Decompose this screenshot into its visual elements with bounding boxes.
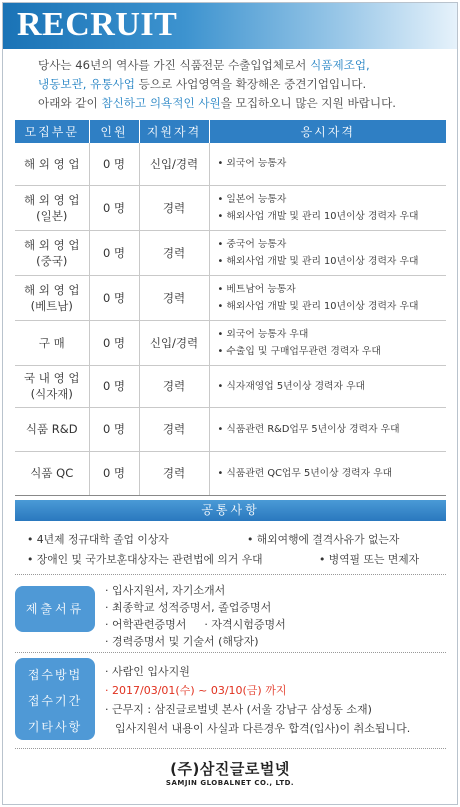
dept-sub: (베트남) — [30, 298, 73, 313]
qualification-type: 신입/경력 — [139, 320, 209, 365]
recruit-table — [15, 120, 446, 496]
apply-period: · 2017/03/01(수) ~ 03/10(금) 까지 — [105, 681, 410, 700]
intro-highlight-2: 냉동보관, 유통사업 — [38, 77, 135, 91]
headcount: 0 명 — [89, 320, 139, 365]
method-label: 접수방법 — [27, 668, 83, 682]
dept-name: 해 외 영 업 — [24, 156, 80, 171]
intro-text — [38, 56, 443, 113]
intro-line1: 당사는 46년의 역사를 가진 식품전문 수출입업체로서 — [38, 58, 311, 72]
period-label: 접수기간 — [27, 694, 83, 708]
etc-notice: 입사지원서 내용이 사실과 다른경우 합격(입사)이 취소됩니다. — [115, 722, 411, 735]
requirement: • 베트남어 능통자 — [218, 281, 447, 298]
requirement: • 해외사업 개발 및 관리 10년이상 경력자 우대 — [218, 253, 447, 270]
common-item: • 해외여행에 결격사유가 없는자 — [247, 532, 400, 546]
dept-name: 해 외 영 업 — [24, 282, 80, 297]
dept-name: 식품 R&D — [25, 422, 78, 436]
divider — [15, 748, 446, 749]
dept-name: 해 외 영 업 — [24, 192, 80, 207]
table-row — [15, 451, 446, 495]
qualification-type: 경력 — [139, 230, 209, 275]
qualification-type: 신입/경력 — [139, 143, 209, 185]
headcount: 0 명 — [89, 407, 139, 451]
common-requirements — [15, 500, 446, 569]
dept-sub: (중국) — [36, 253, 68, 268]
requirement: • 외국어 능통자 우대 — [218, 326, 447, 343]
headcount: 0 명 — [89, 143, 139, 185]
document-item: · 자격시험증명서 — [204, 618, 285, 631]
company-name-ko: (주)삼진글로벌넷 — [170, 760, 290, 778]
document-item: · 최종학교 성적증명서, 졸업증명서 — [105, 599, 286, 616]
header-banner — [3, 3, 457, 49]
intro-line2: 등으로 사업영역을 확장해온 중견기업입니다. — [134, 77, 367, 91]
requirement: • 수출입 및 구매업무관련 경력자 우대 — [218, 343, 447, 360]
headcount: 0 명 — [89, 451, 139, 495]
headcount: 0 명 — [89, 275, 139, 320]
headcount: 0 명 — [89, 365, 139, 407]
col-header-type: 지원자격 — [139, 120, 209, 143]
requirement: • 해외사업 개발 및 관리 10년이상 경력자 우대 — [218, 298, 447, 315]
document-item: · 입사지원서, 자기소개서 — [105, 582, 286, 599]
dept-sub: (식자재) — [30, 387, 73, 401]
document-item: · 경력증명서 및 기술서 (해당자) — [105, 633, 286, 650]
company-logo — [160, 758, 300, 787]
etc-workplace: · 근무지 : 삼진글로벌넷 본사 (서울 강남구 삼성동 소재) — [105, 700, 410, 719]
page-title: RECRUIT — [17, 6, 178, 43]
dept-name: 국 내 영 업 — [24, 371, 80, 385]
etc-label: 기타사항 — [27, 720, 83, 734]
process-label — [15, 658, 95, 740]
dept-name: 구 매 — [38, 335, 65, 350]
col-header-dept: 모집부문 — [15, 120, 89, 143]
divider — [15, 574, 446, 575]
document-item: · 어학관련증명서 — [105, 618, 186, 631]
process-section — [15, 656, 446, 746]
requirement: • 외국어 능통자 — [218, 155, 447, 172]
headcount: 0 명 — [89, 185, 139, 230]
common-item: • 병역필 또는 면제자 — [319, 552, 420, 566]
table-row — [15, 407, 446, 451]
headcount: 0 명 — [89, 230, 139, 275]
dept-sub: (일본) — [36, 208, 68, 223]
table-row — [15, 185, 446, 230]
requirement: • 식자재영업 5년이상 경력자 우대 — [218, 378, 447, 395]
col-header-count: 인원 — [89, 120, 139, 143]
common-title: 공통사항 — [15, 500, 446, 521]
common-item: • 4년제 정규대학 졸업 이상자 — [27, 532, 169, 546]
table-row — [15, 320, 446, 365]
qualification-type: 경력 — [139, 275, 209, 320]
qualification-type: 경력 — [139, 451, 209, 495]
documents-label: 제출서류 — [15, 586, 95, 632]
dept-name: 식품 QC — [30, 466, 74, 480]
qualification-type: 경력 — [139, 185, 209, 230]
table-row — [15, 275, 446, 320]
requirement: • 일본어 능통자 — [218, 191, 447, 208]
requirement: • 해외사업 개발 및 관리 10년이상 경력자 우대 — [218, 208, 447, 225]
requirement: • 중국어 능통자 — [218, 236, 447, 253]
divider — [15, 652, 446, 653]
intro-highlight-3: 참신하고 의욕적인 사원 — [101, 96, 221, 110]
requirement: • 식품관련 QC업무 5년이상 경력자 우대 — [218, 465, 447, 482]
common-item: • 장애인 및 국가보훈대상자는 관련법에 의거 우대 — [27, 552, 263, 566]
intro-highlight-1: 식품제조업, — [310, 58, 370, 72]
intro-line3: 아래와 같이 — [38, 96, 102, 110]
table-row — [15, 365, 446, 407]
documents-section — [15, 582, 446, 648]
table-row — [15, 230, 446, 275]
col-header-reqs: 응시자격 — [209, 120, 446, 143]
apply-method: · 사람인 입사지원 — [105, 662, 410, 681]
intro-line3-end: 을 모집하오니 많은 지원 바랍니다. — [220, 96, 396, 110]
table-row — [15, 143, 446, 185]
dept-name: 해 외 영 업 — [24, 237, 80, 252]
requirement: • 식품관련 R&D업무 5년이상 경력자 우대 — [218, 421, 447, 438]
company-name-en: SAMJIN GLOBALNET CO., LTD. — [165, 779, 295, 787]
qualification-type: 경력 — [139, 407, 209, 451]
qualification-type: 경력 — [139, 365, 209, 407]
